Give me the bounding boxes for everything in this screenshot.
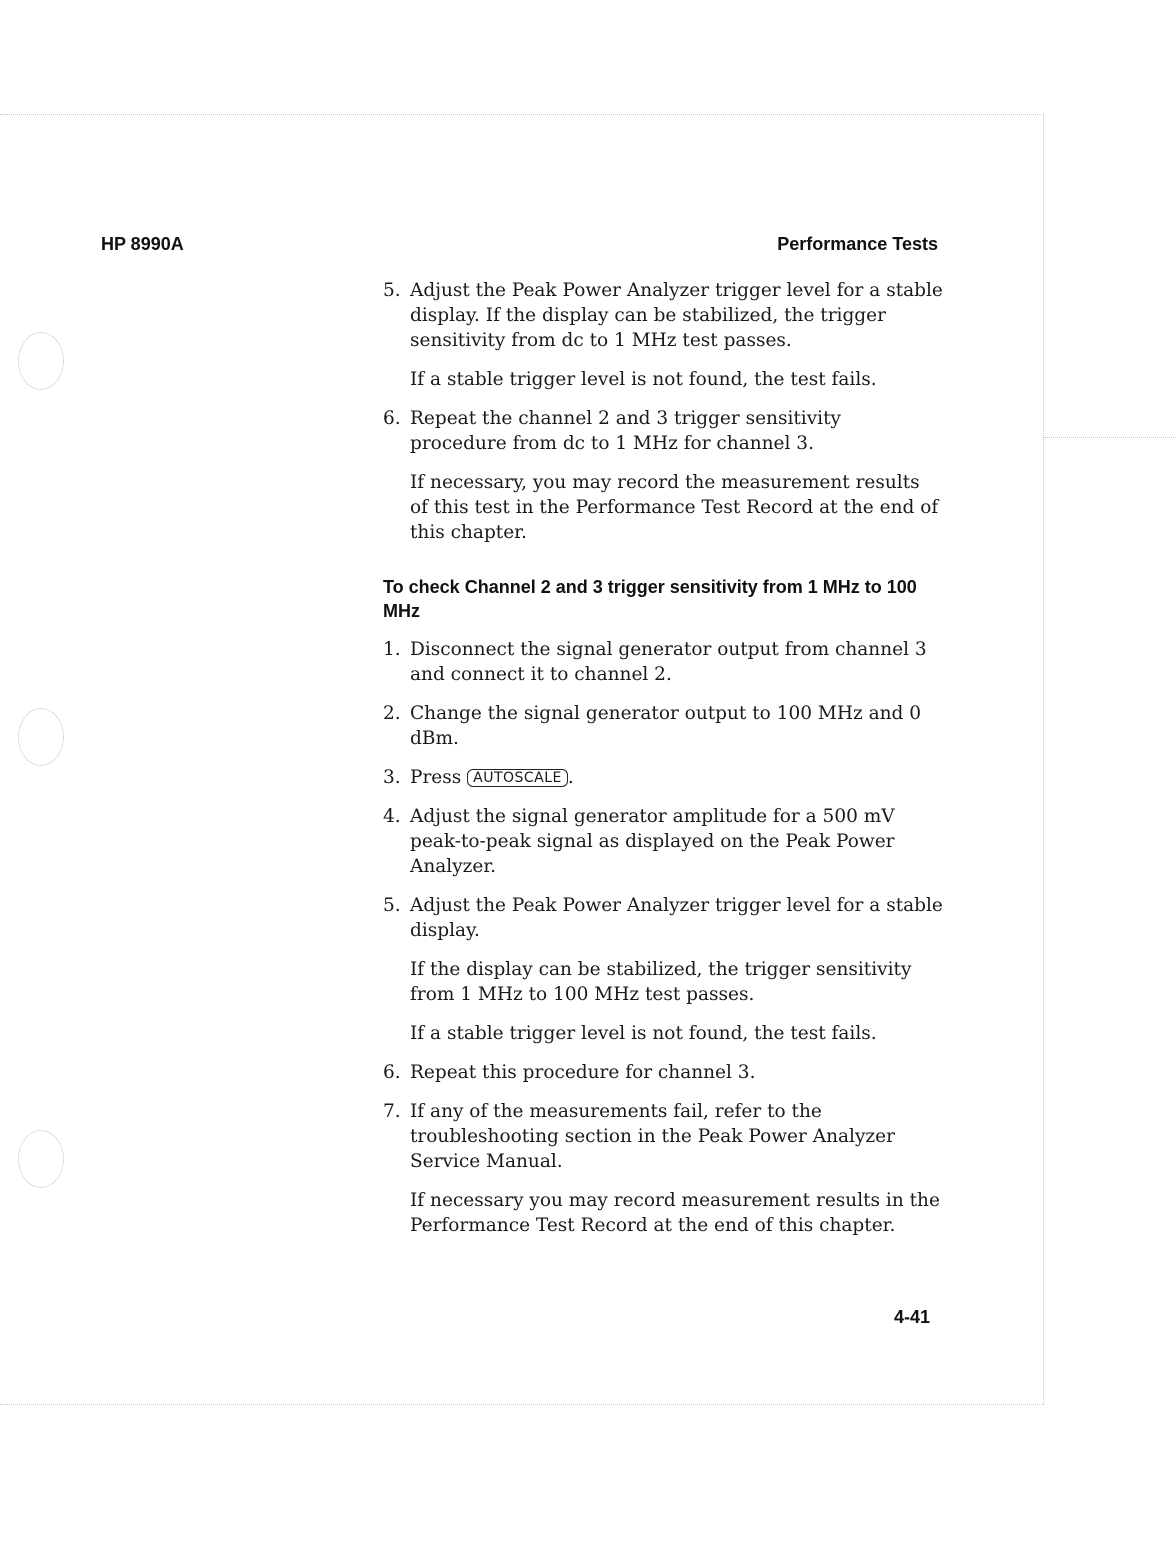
list-text: Change the signal generator output to 100 MHz and 0 dBm. xyxy=(410,703,922,749)
list-number: 4. xyxy=(383,806,401,827)
list-item xyxy=(383,765,943,790)
list-item xyxy=(383,1099,943,1174)
list-item xyxy=(383,701,943,751)
list-text-suffix: . xyxy=(567,767,574,788)
list-number: 6. xyxy=(383,408,401,429)
list-text: Adjust the signal generator amplitude for a 500 mV peak-to-peak signal as displayed on the Peak Power Analyzer. xyxy=(410,806,895,877)
punch-hole-top xyxy=(18,332,64,390)
list-number: 2. xyxy=(383,703,401,724)
list-text: If any of the measurements fail, refer to the troubleshooting section in the Peak Power Analyzer Service Manual. xyxy=(410,1101,895,1172)
list-text: Press xyxy=(410,767,462,788)
list-item xyxy=(383,893,943,943)
list-text: Repeat this procedure for channel 3. xyxy=(410,1062,756,1083)
list-number: 5. xyxy=(383,895,401,916)
page-number: 4-41 xyxy=(893,1307,930,1327)
list-number: 7. xyxy=(383,1101,401,1122)
note-paragraph: If necessary, you may record the measurement results of this test in the Performance Test Record at the end of this chapter. xyxy=(410,472,939,543)
punch-hole-middle xyxy=(18,708,64,766)
note-paragraph: If a stable trigger level is not found, the test fails. xyxy=(410,1023,877,1044)
list-number: 3. xyxy=(383,767,401,788)
scan-edge-right xyxy=(1043,114,1044,1404)
note-paragraph: If a stable trigger level is not found, the test fails. xyxy=(410,369,877,390)
note-paragraph: If necessary you may record measurement results in the Performance Test Record at the end of this chapter. xyxy=(410,1190,940,1236)
punch-hole-bottom xyxy=(18,1130,64,1188)
list-item xyxy=(383,278,943,353)
list-text: Adjust the Peak Power Analyzer trigger level for a stable display. If the display can be stabilized, the trigger sensitivity from dc to 1 MHz test passes. xyxy=(410,280,943,351)
list-number: 5. xyxy=(383,280,401,301)
list-text: Disconnect the signal generator output from channel 3 and connect it to channel 2. xyxy=(410,639,927,685)
list-number: 1. xyxy=(383,639,401,660)
scan-edge-top xyxy=(0,114,1044,115)
section-heading: To check Channel 2 and 3 trigger sensitivity from 1 MHz to 100 MHz xyxy=(383,577,917,621)
list-item xyxy=(383,804,943,879)
running-head-product: HP 8990A xyxy=(101,234,184,254)
list-number: 6. xyxy=(383,1062,401,1083)
list-item xyxy=(383,1060,943,1085)
page-body xyxy=(383,278,943,1252)
list-text: Adjust the Peak Power Analyzer trigger level for a stable display. xyxy=(410,895,943,941)
list-item xyxy=(383,406,943,456)
list-text: Repeat the channel 2 and 3 trigger sensitivity procedure from dc to 1 MHz for channel 3. xyxy=(410,408,841,454)
running-head-chapter: Performance Tests xyxy=(777,234,938,254)
list-item xyxy=(383,637,943,687)
scan-edge-bottom xyxy=(0,1404,1044,1405)
scan-edge-mid-right xyxy=(1044,437,1176,438)
autoscale-key: AUTOSCALE xyxy=(467,769,568,787)
note-paragraph: If the display can be stabilized, the trigger sensitivity from 1 MHz to 100 MHz test passes. xyxy=(410,959,912,1005)
